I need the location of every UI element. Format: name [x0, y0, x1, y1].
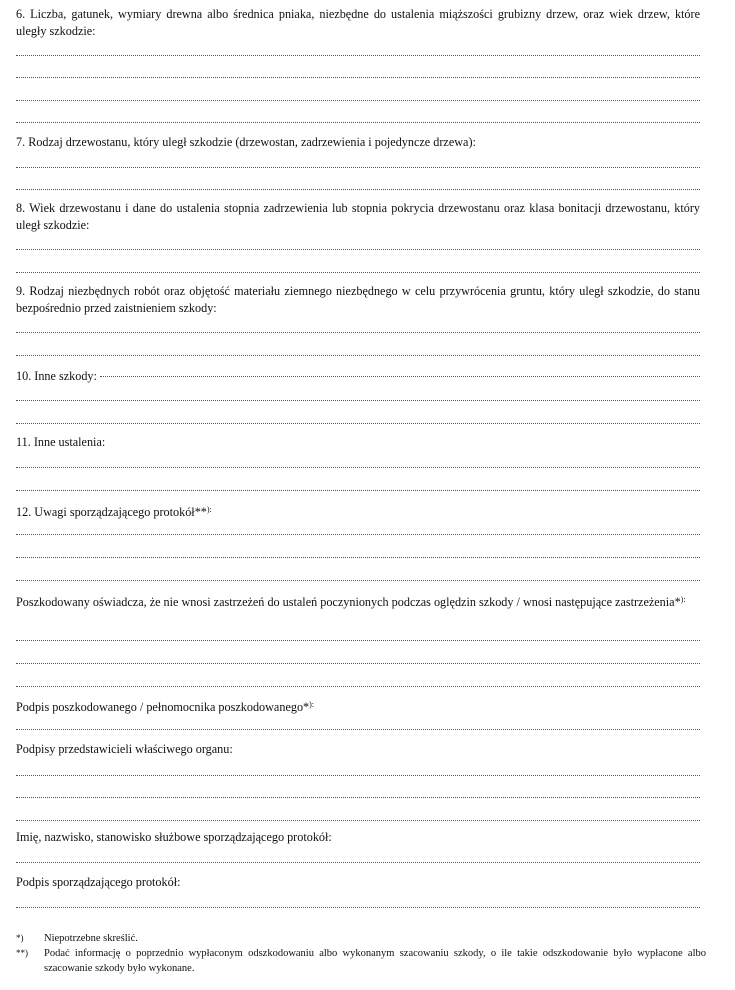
section-10-fill-line[interactable] [100, 376, 700, 377]
injured-signature-text: Podpis poszkodowanego / pełnomocnika poszkodowanego* [16, 700, 310, 714]
section-10-fill-line[interactable] [16, 423, 700, 424]
section-6-label: 6. Liczba, gatunek, wymiary drewna albo średnica pniaka, niezbędne do ustalenia miąższości grubizny drzew, oraz wiek drzew, które uległy szkodzie: [16, 7, 700, 38]
organ-signatures-line[interactable] [16, 820, 700, 821]
section-8-fill-line[interactable] [16, 272, 700, 273]
section-12-text: 12. Uwagi sporządzającego protokół** [16, 505, 207, 519]
author-signature-label: Podpis sporządzającego protokół: [16, 875, 181, 889]
footnote-text: Niepotrzebne skreślić. [44, 933, 138, 944]
section-7-fill-line[interactable] [16, 189, 700, 190]
injured-signature-label [16, 696, 700, 716]
section-10-label: 10. Inne szkody: [16, 369, 97, 383]
footnote-2 [16, 946, 706, 978]
section-9-label: 9. Rodzaj niezbędnych robót oraz objętość materiału ziemnego niezbędnego w celu przywrócenia gruntu, który uległ szkodzie, do stanu bezpośrednio przed zaistnieniem szkody: [16, 284, 700, 315]
statement-fill-line[interactable] [16, 686, 700, 687]
author-name-position-label: Imię, nazwisko, stanowisko służbowe sporządzającego protokół: [16, 830, 332, 844]
footnote-ref: ): [206, 505, 212, 514]
section-9-fill-line[interactable] [16, 355, 700, 356]
statement-label [16, 591, 700, 611]
section-11-fill-line[interactable] [16, 467, 700, 468]
section-6-fill-line[interactable] [16, 100, 700, 101]
footnote-text: Podać informację o poprzednio wypłaconym odszkodowaniu albo wykonanym szacowaniu szkody, o ile takie odszkodowanie było wypłacone albo szacowanie szkody było wykonane. [44, 948, 706, 974]
section-10-row [16, 368, 700, 385]
footnote-mark: **) [16, 948, 28, 958]
section-9-fill-line[interactable] [16, 332, 700, 333]
statement-fill-line[interactable] [16, 663, 700, 664]
organ-signatures-label: Podpisy przedstawicieli właściwego organu: [16, 742, 233, 756]
author-signature-line[interactable] [16, 907, 700, 908]
section-12-fill-line[interactable] [16, 580, 700, 581]
section-12-fill-line[interactable] [16, 534, 700, 535]
injured-signature-line[interactable] [16, 729, 700, 730]
organ-signatures-line[interactable] [16, 797, 700, 798]
section-7-label: 7. Rodzaj drzewostanu, który uległ szkodzie (drzewostan, zadrzewienia i pojedyncze drzewa): [16, 135, 476, 149]
section-8-fill-line[interactable] [16, 249, 700, 250]
section-7-fill-line[interactable] [16, 167, 700, 168]
section-12-label [16, 501, 700, 521]
section-6-fill-line[interactable] [16, 77, 700, 78]
footnote-ref: ): [680, 595, 686, 604]
section-6-fill-line[interactable] [16, 55, 700, 56]
footnote-1 [16, 931, 706, 946]
footnote-mark: *) [16, 933, 24, 943]
footnote-ref: ): [309, 700, 315, 709]
statement-fill-line[interactable] [16, 640, 700, 641]
section-8-label: 8. Wiek drzewostanu i dane do ustalenia stopnia zadrzewienia lub stopnia pokrycia drzewostanu oraz klasa bonitacji drzewostanu, który uległ szkodzie: [16, 201, 700, 232]
organ-signatures-line[interactable] [16, 775, 700, 776]
section-12-fill-line[interactable] [16, 557, 700, 558]
statement-text: Poszkodowany oświadcza, że nie wnosi zastrzeżeń do ustaleń poczynionych podczas oględzin szkody / wnosi następujące zastrzeżenia* [16, 595, 681, 609]
section-11-fill-line[interactable] [16, 490, 700, 491]
author-name-position-line[interactable] [16, 862, 700, 863]
section-11-label: 11. Inne ustalenia: [16, 435, 106, 449]
section-10-fill-line[interactable] [16, 400, 700, 401]
section-6-fill-line[interactable] [16, 122, 700, 123]
